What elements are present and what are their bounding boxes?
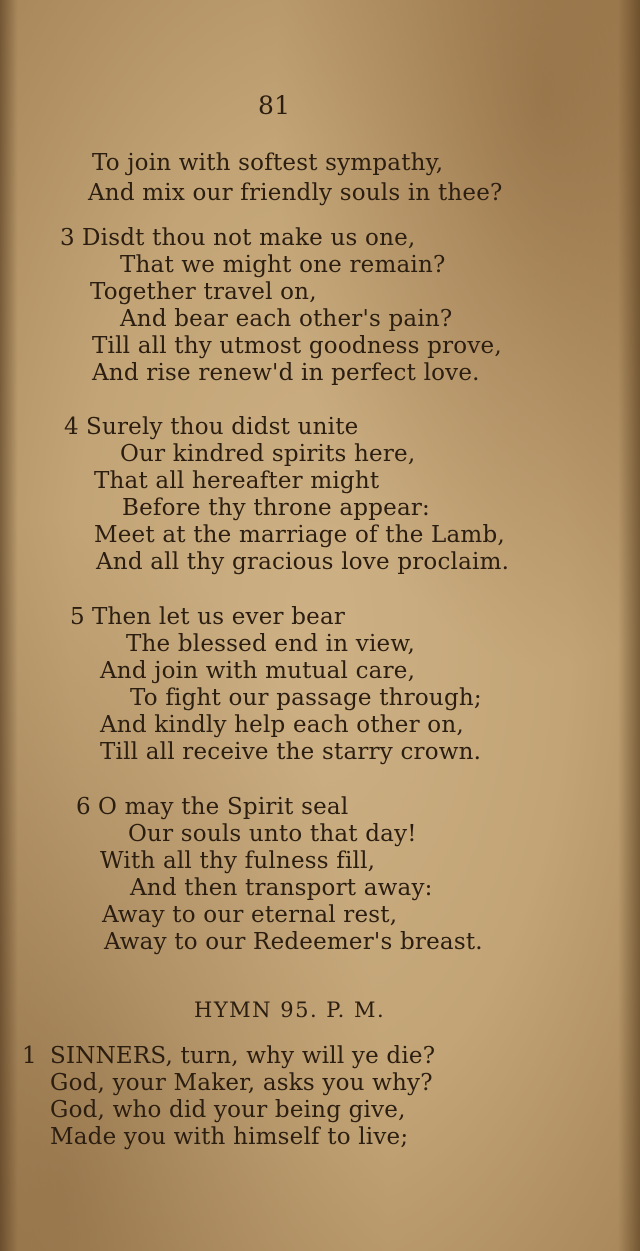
verse-line: SINNERS, turn, why will ye die? bbox=[50, 1043, 436, 1069]
verse-line: Made you with himself to live; bbox=[50, 1124, 409, 1150]
verse-line: Away to our eternal rest, bbox=[102, 902, 398, 928]
verse-line: And all thy gracious love proclaim. bbox=[96, 549, 510, 575]
verse-line: Till all receive the starry crown. bbox=[100, 739, 482, 765]
verse-line: And kindly help each other on, bbox=[100, 712, 464, 738]
verse-line: God, your Maker, asks you why? bbox=[50, 1070, 433, 1096]
verse-line: Before thy throne appear: bbox=[122, 495, 431, 521]
verse-line: To join with softest sympathy, bbox=[92, 150, 444, 176]
verse-line: Disdt thou not make us one, bbox=[82, 225, 416, 251]
hymn-verse-1-first-line bbox=[22, 1043, 435, 1070]
verse-line: That we might one remain? bbox=[120, 252, 446, 278]
verse-line: Surely thou didst unite bbox=[86, 414, 359, 440]
verse-line: To fight our passage through; bbox=[130, 685, 482, 711]
verse-line: Our souls unto that day! bbox=[128, 821, 417, 847]
verse-number: 6 bbox=[76, 794, 91, 820]
verse-3-first-line bbox=[60, 225, 415, 252]
verse-6-first-line bbox=[76, 794, 348, 821]
verse-number: 4 bbox=[64, 414, 79, 440]
verse-line: Meet at the marriage of the Lamb, bbox=[94, 522, 505, 548]
verse-5-first-line bbox=[70, 604, 345, 631]
verse-line: God, who did your being give, bbox=[50, 1097, 406, 1123]
verse-line: And then transport away: bbox=[130, 875, 433, 901]
verse-number: 1 bbox=[22, 1043, 37, 1069]
verse-number: 5 bbox=[70, 604, 85, 630]
page-edge-shadow-right bbox=[618, 0, 640, 1251]
verse-line: Away to our Redeemer's breast. bbox=[104, 929, 483, 955]
verse-line: Then let us ever bear bbox=[92, 604, 346, 630]
verse-line: And join with mutual care, bbox=[100, 658, 416, 684]
verse-line: Our kindred spirits here, bbox=[120, 441, 416, 467]
verse-line: That all hereafter might bbox=[94, 468, 380, 494]
verse-line: With all thy fulness fill, bbox=[100, 848, 376, 874]
verse-line: And bear each other's pain? bbox=[120, 306, 453, 332]
verse-line: O may the Spirit seal bbox=[98, 794, 349, 820]
hymn-heading: HYMN 95. P. M. bbox=[194, 998, 386, 1022]
verse-4-first-line bbox=[64, 414, 358, 441]
verse-line: Till all thy utmost goodness prove, bbox=[92, 333, 502, 359]
verse-number: 3 bbox=[60, 225, 75, 251]
verse-line: The blessed end in view, bbox=[126, 631, 415, 657]
verse-line: And mix our friendly souls in thee? bbox=[88, 180, 503, 206]
verse-line: Together travel on, bbox=[90, 279, 317, 305]
page-edge-shadow-left bbox=[0, 0, 18, 1251]
verse-line: And rise renew'd in perfect love. bbox=[92, 360, 480, 386]
page-number: 81 bbox=[258, 91, 291, 120]
